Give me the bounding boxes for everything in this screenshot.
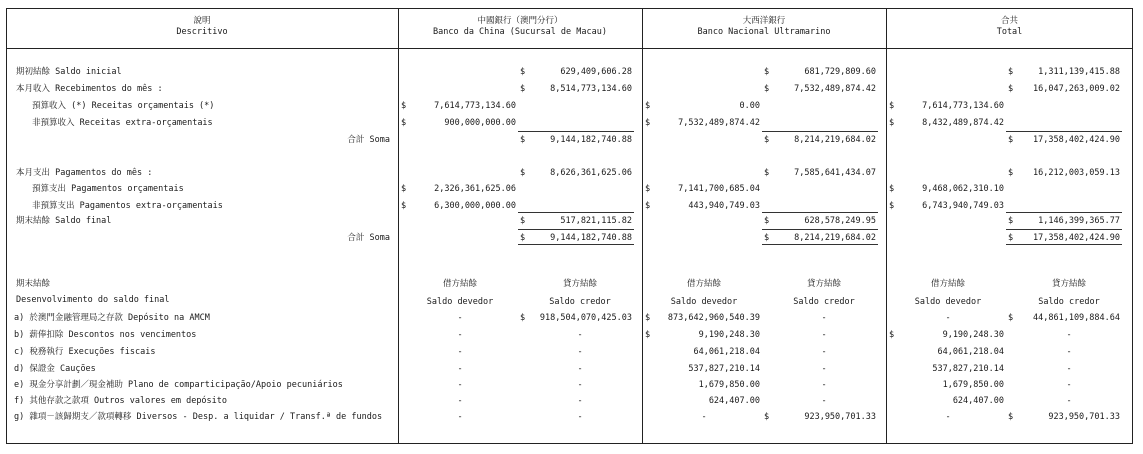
sum-double-underline [518,244,634,245]
soma1-bnu: 8,214,219,684.02 [794,135,876,145]
dev-row-b-bnu-dev: 9,190,248.30 [698,330,760,340]
dev-row-b-bnu-cred: - [821,330,827,340]
currency-symbol: $ [401,184,407,194]
bc-credor-pt: Saldo credor [549,297,611,307]
dev-row-a-bc-dev: - [457,313,463,323]
currency-symbol: $ [764,67,770,77]
dev-row-c-bnu-dev: 64,061,218.04 [693,347,760,357]
soma2-bnu: 8,214,219,684.02 [794,233,876,243]
dev-row-d-bc-cred: - [577,364,583,374]
dev-row-a-tot-cred: 44,861,109,884.64 [1033,313,1120,323]
row-recebimentos-label: 本月收入 Recebimentos do mês : [16,84,163,94]
bc-credor-zh: 貸方結餘 [562,279,597,289]
recebimentos-bnu: 7,532,489,874.42 [794,84,876,94]
currency-symbol: $ [1008,168,1014,178]
currency-symbol: $ [1008,67,1014,77]
row-receitas-orcamentais-label: 預算收入 (*) Receitas orçamentais (*) [32,101,215,111]
saldo-inicial-bc: 629,409,606.28 [560,67,632,77]
currency-symbol: $ [520,135,526,145]
bc-devedor-zh: 借方結餘 [442,279,477,289]
sum-underline [762,229,878,230]
sum-underline [1006,131,1122,132]
currency-symbol: $ [401,201,407,211]
pag-orc-total: 9,468,062,310.10 [922,184,1004,194]
soma1-total: 17,358,402,424.90 [1033,135,1120,145]
dev-row-d-bnu-cred: - [821,364,827,374]
recebimentos-bc: 8,514,773,134.60 [550,84,632,94]
currency-symbol: $ [764,216,770,226]
currency-symbol: $ [889,201,895,211]
dev-row-d-bnu-dev: 537,827,210.14 [688,364,760,374]
dev-row-b-bc-dev: - [457,330,463,340]
sum-underline [1006,212,1122,213]
column-divider [398,8,399,444]
pag-extra-total: 6,743,940,749.03 [922,201,1004,211]
currency-symbol: $ [889,118,895,128]
currency-symbol: $ [520,216,526,226]
currency-symbol: $ [520,233,526,243]
soma2-bc: 9,144,182,740.88 [550,233,632,243]
pag-extra-bc: 6,300,000,000.00 [434,201,516,211]
header-banco-da-china [398,16,642,38]
dev-row-b-bc-cred: - [577,330,583,340]
dev-row-f-bc-dev: - [457,396,463,406]
dev-title-zh: 期末結餘 [16,279,51,289]
dev-row-b-tot-cred: - [1066,330,1072,340]
sum-double-underline [1006,244,1122,245]
sum-underline [762,212,878,213]
currency-symbol: $ [764,135,770,145]
pag-orc-bnu: 7,141,700,685.04 [678,184,760,194]
header-col3-pt: Banco Nacional Ultramarino [697,27,831,37]
dev-row-g-tot-dev: - [945,412,951,422]
dev-row-a-label: a) 於澳門金融管理局之存款 Depósito na AMCM [14,313,210,323]
currency-symbol: $ [645,184,651,194]
receitas-orc-bnu: 0.00 [739,101,760,111]
saldo-final-bc: 517,821,115.82 [560,216,632,226]
dev-row-e-bc-dev: - [457,380,463,390]
header-col4-zh: 合共 [1000,16,1018,26]
dev-row-g-label: g) 雜項－該歸期支／款項轉移 Diversos - Desp. a liquidar / Transf.ª de fundos [14,412,383,422]
sum-double-underline [762,244,878,245]
currency-symbol: $ [889,101,895,111]
pagamentos-bc: 8,626,361,625.06 [550,168,632,178]
dev-row-d-tot-dev: 537,827,210.14 [932,364,1004,374]
bnu-devedor-zh: 借方結餘 [686,279,721,289]
currency-symbol: $ [1008,216,1014,226]
dev-row-e-bnu-dev: 1,679,850.00 [698,380,760,390]
dev-row-f-bnu-dev: 624,407.00 [708,396,760,406]
currency-symbol: $ [645,118,651,128]
column-divider [642,8,643,444]
header-col2-zh: 中國銀行（澳門分行） [477,16,563,26]
header-col3-zh: 大西洋銀行 [742,16,786,26]
dev-row-f-tot-dev: 624,407.00 [952,396,1004,406]
currency-symbol: $ [764,412,770,422]
dev-row-c-tot-dev: 64,061,218.04 [937,347,1004,357]
soma2-total: 17,358,402,424.90 [1033,233,1120,243]
total-credor-pt: Saldo credor [1038,297,1100,307]
header-col2-pt: Banco da China (Sucursal de Macau) [433,27,607,37]
dev-row-g-bnu-cred: 923,950,701.33 [804,412,876,422]
sum-underline [518,229,634,230]
header-divider [6,48,1133,49]
row-soma-label: 合計 Soma [347,135,390,145]
receitas-extra-bc: 900,000,000.00 [444,118,516,128]
dev-row-d-bc-dev: - [457,364,463,374]
pag-extra-bnu: 443,940,749.03 [688,201,760,211]
row-pagamentos-orcamentais-label: 預算支出 Pagamentos orçamentais [32,184,184,194]
currency-symbol: $ [645,330,651,340]
dev-row-b-tot-dev: 9,190,248.30 [942,330,1004,340]
bnu-credor-pt: Saldo credor [793,297,855,307]
dev-row-e-bnu-cred: - [821,380,827,390]
currency-symbol: $ [520,84,526,94]
dev-row-b-label: b) 薪俸扣除 Descontos nos vencimentos [14,330,197,340]
dev-row-d-tot-cred: - [1066,364,1072,374]
saldo-final-bnu: 628,578,249.95 [804,216,876,226]
dev-row-e-label: e) 現金分享計劃／現金補助 Plano de comparticipação/Apoio pecuniários [14,380,343,390]
row-pagamentos-extra-label: 非預算支出 Pagamentos extra-orçamentais [32,201,223,211]
currency-symbol: $ [1008,84,1014,94]
receitas-extra-total: 8,432,489,874.42 [922,118,1004,128]
dev-row-e-tot-cred: - [1066,380,1072,390]
receitas-orc-bc: 7,614,773,134.60 [434,101,516,111]
dev-row-a-tot-dev: - [945,313,951,323]
receitas-extra-bnu: 7,532,489,874.42 [678,118,760,128]
currency-symbol: $ [764,233,770,243]
bc-devedor-pt: Saldo devedor [426,297,494,307]
dev-row-f-label: f) 其他存款之款項 Outros valores em depósito [14,396,228,406]
dev-row-g-bc-dev: - [457,412,463,422]
dev-row-c-bnu-cred: - [821,347,827,357]
recebimentos-total: 16,047,263,009.02 [1033,84,1120,94]
currency-symbol: $ [1008,412,1014,422]
currency-symbol: $ [764,168,770,178]
currency-symbol: $ [1008,233,1014,243]
soma1-bc: 9,144,182,740.88 [550,135,632,145]
pagamentos-bnu: 7,585,641,434.07 [794,168,876,178]
dev-row-a-bnu-cred: - [821,313,827,323]
currency-symbol: $ [401,118,407,128]
currency-symbol: $ [1008,135,1014,145]
currency-symbol: $ [1008,313,1014,323]
dev-title-pt: Desenvolvimento do saldo final [16,295,170,305]
dev-row-c-bc-cred: - [577,347,583,357]
currency-symbol: $ [520,168,526,178]
dev-row-a-bc-cred: 918,504,070,425.03 [539,313,632,323]
currency-symbol: $ [645,201,651,211]
dev-row-d-label: d) 保證金 Cauções [14,364,96,374]
dev-row-c-tot-cred: - [1066,347,1072,357]
header-col1-pt: Descritivo [176,27,228,37]
row-receitas-extra-label: 非預算收入 Receitas extra-orçamentais [32,118,213,128]
dev-row-e-tot-dev: 1,679,850.00 [942,380,1004,390]
receitas-orc-total: 7,614,773,134.60 [922,101,1004,111]
header-total [886,16,1133,38]
row-saldo-final-label: 期末結餘 Saldo final [16,216,112,226]
header-col1-zh: 說明 [193,16,211,26]
dev-row-e-bc-cred: - [577,380,583,390]
currency-symbol: $ [401,101,407,111]
dev-row-c-label: c) 稅務執行 Execuções fiscais [14,347,156,357]
row-pagamentos-label: 本月支出 Pagamentos do mês : [16,168,153,178]
dev-row-c-bc-dev: - [457,347,463,357]
currency-symbol: $ [520,67,526,77]
dev-row-g-tot-cred: 923,950,701.33 [1048,412,1120,422]
header-col4-pt: Total [996,27,1023,37]
currency-symbol: $ [764,84,770,94]
sum-underline [518,131,634,132]
pag-orc-bc: 2,326,361,625.06 [434,184,516,194]
currency-symbol: $ [645,101,651,111]
row-saldo-inicial-label: 期初結餘 Saldo inicial [16,67,122,77]
sum-underline [1006,229,1122,230]
currency-symbol: $ [889,330,895,340]
dev-row-g-bc-cred: - [577,412,583,422]
header-bnu [642,16,886,38]
saldo-inicial-bnu: 681,729,809.60 [804,67,876,77]
dev-row-f-bnu-cred: - [821,396,827,406]
saldo-final-total: 1,146,399,365.77 [1038,216,1120,226]
dev-row-f-tot-cred: - [1066,396,1072,406]
currency-symbol: $ [645,313,651,323]
pagamentos-total: 16,212,003,059.13 [1033,168,1120,178]
column-divider [886,8,887,444]
total-devedor-zh: 借方結餘 [930,279,965,289]
sum-underline [518,212,634,213]
total-devedor-pt: Saldo devedor [914,297,982,307]
dev-row-a-bnu-dev: 873,642,960,540.39 [667,313,760,323]
bnu-credor-zh: 貸方結餘 [806,279,841,289]
saldo-inicial-total: 1,311,139,415.88 [1038,67,1120,77]
sum-underline [762,131,878,132]
currency-symbol: $ [889,184,895,194]
bnu-devedor-pt: Saldo devedor [670,297,738,307]
total-credor-zh: 貸方結餘 [1051,279,1086,289]
dev-row-f-bc-cred: - [577,396,583,406]
row-soma-label: 合計 Soma [347,233,390,243]
dev-row-g-bnu-dev: - [701,412,707,422]
currency-symbol: $ [520,313,526,323]
header-descritivo [6,16,398,38]
